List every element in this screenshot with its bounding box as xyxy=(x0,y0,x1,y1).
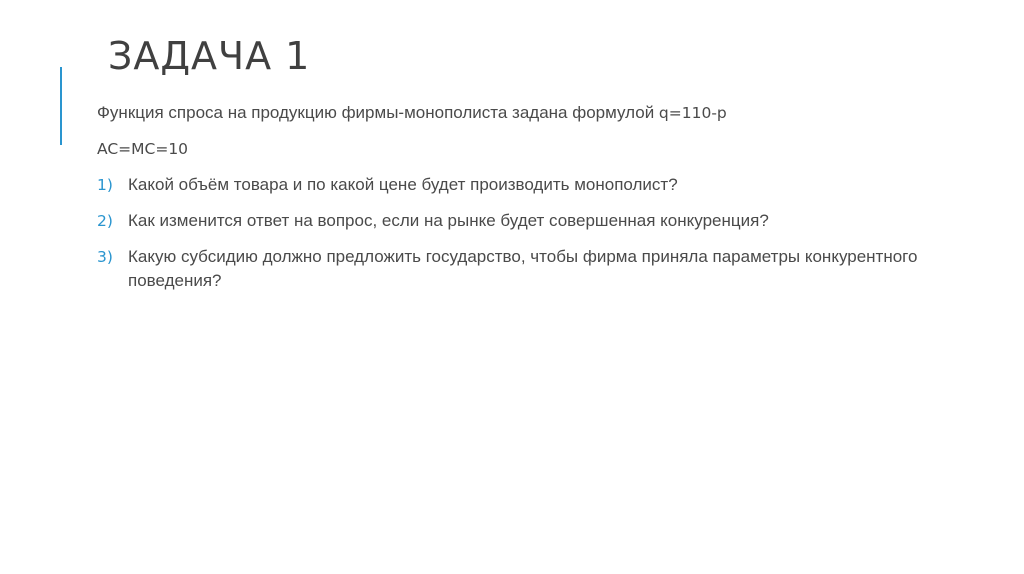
question-text: Какую субсидию должно предложить государство, чтобы фирма приняла параметры конкурентного поведения? xyxy=(128,247,918,290)
question-list xyxy=(97,173,937,293)
question-text: Как изменится ответ на вопрос, если на рынке будет совершенная конкуренция? xyxy=(128,211,769,230)
demand-function-label: Функция спроса на продукцию фирмы-монополиста задана формулой xyxy=(97,103,659,122)
question-item-3 xyxy=(97,245,937,293)
question-item-2 xyxy=(97,209,937,233)
slide-title: ЗАДАЧА 1 xyxy=(108,34,311,78)
demand-formula: q=110-p xyxy=(658,104,727,122)
question-text: Какой объём товара и по какой цене будет производить монополист? xyxy=(128,175,678,194)
question-number: 2) xyxy=(97,212,113,230)
question-item-1 xyxy=(97,173,937,197)
question-number: 1) xyxy=(97,176,113,194)
cost-formula: AC=MC=10 xyxy=(97,140,189,158)
slide-body xyxy=(97,101,937,305)
accent-line xyxy=(60,67,62,145)
question-number: 3) xyxy=(97,248,113,266)
demand-function-text xyxy=(97,101,937,125)
